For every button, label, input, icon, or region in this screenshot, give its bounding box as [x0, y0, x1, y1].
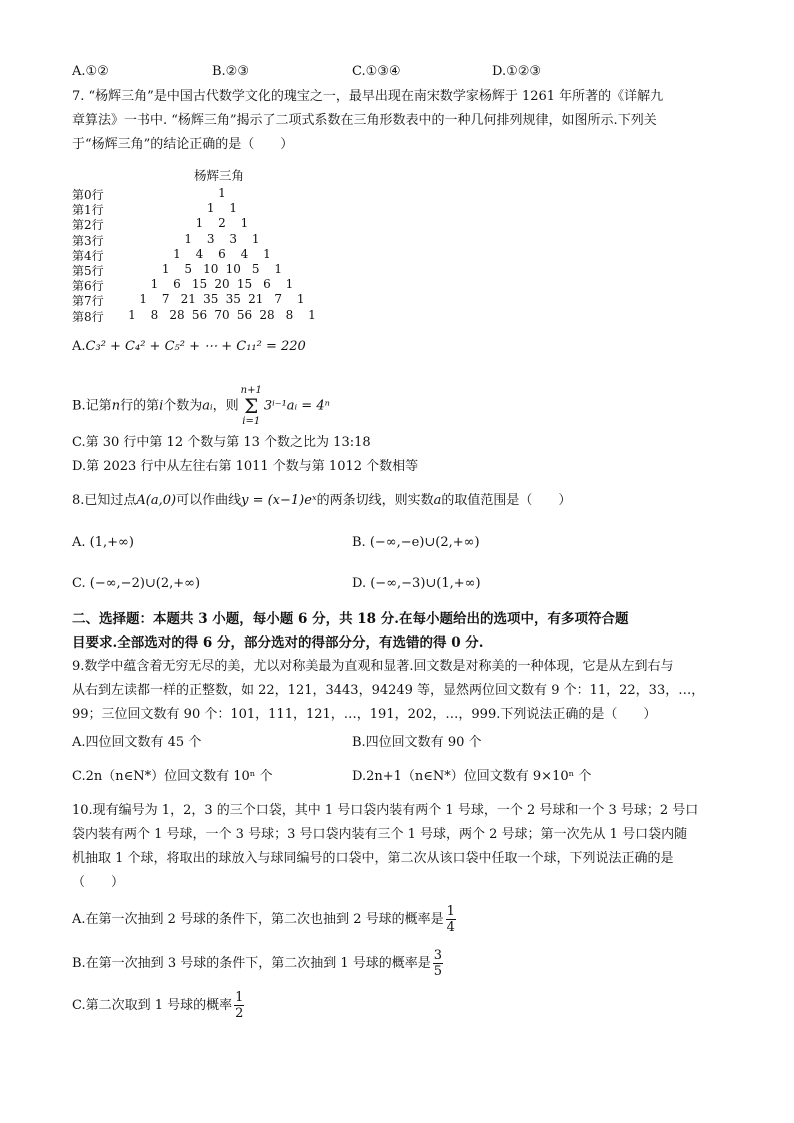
q7-option-a: [72, 336, 306, 358]
fraction-numerator: 1: [235, 990, 244, 1005]
q10-line1: 10.现有编号为 1，2，3 的三个口袋，其中 1 号口袋内装有两个 1 号球，一个 2 号球和一个 3 号球；2 号口: [72, 803, 699, 818]
q6-option-b: B.②③: [212, 64, 249, 79]
q7-option-b-mid1: 行的第: [120, 398, 160, 414]
yanghui-number: 21: [248, 292, 264, 307]
yanghui-number: 1: [128, 307, 136, 322]
yanghui-number: 8: [150, 307, 159, 322]
q6-option-a: A.①②: [72, 64, 109, 79]
q7-option-a-prefix: A.: [72, 339, 86, 354]
yanghui-number: 1: [184, 231, 193, 246]
yanghui-number: 56: [236, 307, 253, 322]
q10-line3: 机抽取 1 个球，将取出的球放入与球同编号的口袋中，第二次从该口袋中任取一个球，下列说法正确的是: [72, 851, 674, 866]
q6-option-d: D.①②③: [492, 64, 542, 79]
yanghui-number: 28: [169, 307, 185, 322]
yanghui-number: 1: [285, 277, 294, 292]
q8-stem-curve: y = (x−1)eˣ: [241, 493, 317, 508]
yanghui-number: 20: [214, 277, 230, 292]
q8-option-b: B. (−∞,−e)∪(2,+∞): [352, 535, 480, 550]
q7-option-c: C.第 30 行中第 12 个数与第 13 个数之比为 13:18: [72, 435, 371, 450]
yanghui-number: 35: [225, 292, 241, 307]
q8-option-d: D. (−∞,−3)∪(1,+∞): [352, 576, 481, 591]
yanghui-number: 7: [274, 292, 283, 307]
q10-option-b-fraction: [433, 948, 443, 979]
yanghui-row-label: 第4行: [72, 248, 104, 263]
q8-stem-var: a: [433, 493, 442, 508]
yanghui-number: 6: [263, 277, 271, 292]
q7-option-d: D.第 2023 行中从左往右第 1011 个数与第 1012 个数相等: [72, 459, 419, 474]
q10-option-c-text: C.第二次取到 1 号球的概率: [72, 998, 233, 1013]
q8-stem: [72, 490, 571, 512]
yanghui-number: 35: [203, 292, 219, 307]
q10-line2: 袋内装有两个 1 号球，一个 3 号球；3 号口袋内装有三个 1 号球，两个 2 号球；第一次先从 1 号口袋内随: [72, 827, 688, 842]
q9-option-d: D.2n+1（n∈N*）位回文数有 9×10ⁿ 个: [352, 769, 592, 784]
summation-symbol: n+1 Σ i=1: [240, 385, 262, 427]
yanghui-number: 10: [203, 262, 219, 276]
yanghui-number: 1: [195, 216, 204, 231]
yanghui-row-label: 第5行: [72, 264, 104, 278]
yanghui-number: 4: [195, 246, 204, 261]
yanghui-title: 杨辉三角: [194, 168, 245, 183]
yanghui-number: 8: [285, 307, 294, 322]
yanghui-number: 15: [191, 277, 208, 292]
q7-stem-line3: 于“杨辉三角”的结论正确的是（ ）: [72, 137, 294, 152]
q9-option-c: C.2n（n∈N*）位回文数有 10ⁿ 个: [72, 769, 273, 784]
q9-line2: 从右到左读都一样的正整数，如 22，121，3443，94249 等，显然两位回文数有 9 个：11，22，33，…，: [72, 683, 705, 698]
q7-option-b: [72, 385, 330, 427]
yanghui-number: 3: [206, 231, 215, 246]
q10-option-a-fraction: [446, 904, 456, 935]
q10-option-a: [72, 904, 456, 935]
yanghui-number: 28: [259, 307, 275, 322]
yanghui-number: 2: [218, 216, 226, 231]
q7-option-b-then: ，则: [212, 398, 239, 414]
yanghui-number: 21: [180, 292, 196, 307]
yanghui-number: 5: [184, 262, 193, 276]
yanghui-number: 56: [191, 307, 208, 322]
yanghui-number: 1: [161, 262, 170, 276]
q9-line3: 99；三位回文数有 90 个：101，111，121，…，191，202，…，999.下列说法正确的是（ ）: [72, 707, 657, 722]
q7-option-b-mid2: 个数为: [163, 398, 203, 414]
q10-option-c-fraction: [234, 990, 244, 1021]
yanghui-row-label: 第7行: [72, 294, 104, 309]
q8-stem-mid: 可以作曲线: [176, 493, 242, 508]
yanghui-number: 1: [218, 186, 226, 200]
q7-option-b-a: aᵢ: [202, 398, 213, 414]
yanghui-row-label: 第8行: [72, 309, 104, 324]
yanghui-number: 1: [308, 307, 316, 322]
q9-option-b: B.四位回文数有 90 个: [352, 735, 482, 750]
q8-stem-prefix: 8.已知过点: [72, 493, 137, 508]
yanghui-row-label: 第0行: [72, 188, 104, 202]
yanghui-number: 1: [251, 231, 260, 246]
q7-option-b-expr: 3ⁱ⁻¹aᵢ = 4ⁿ: [263, 398, 330, 414]
q10-line4: （ ）: [72, 875, 125, 890]
fraction-numerator: 1: [446, 904, 455, 919]
q8-option-a: A. (1,+∞): [72, 535, 134, 550]
yanghui-number: 1: [229, 201, 238, 216]
sum-upper-limit: n+1: [240, 385, 262, 396]
fraction-denominator: 2: [235, 1006, 244, 1021]
fraction-denominator: 5: [433, 964, 443, 979]
q10-option-a-text: A.在第一次抽到 2 号球的条件下，第二次也抽到 2 号球的概率是: [72, 912, 444, 927]
section2-heading-line2: 目要求.全部选对的得 6 分，部分选对的得部分分，有选错的得 0 分.: [72, 635, 484, 651]
q7-option-a-math: C₃² + C₄² + C₅² + ⋯ + C₁₁² = 220: [85, 339, 306, 354]
fraction-numerator: 3: [433, 948, 443, 963]
q6-option-c: C.①③④: [352, 64, 401, 79]
q10-option-b: [72, 948, 443, 979]
yanghui-number: 70: [214, 307, 230, 322]
q9-option-a: A.四位回文数有 45 个: [72, 735, 202, 750]
q10-option-b-text: B.在第一次抽到 3 号球的条件下，第二次抽到 1 号球的概率是: [72, 956, 431, 971]
yanghui-number: 15: [236, 277, 253, 292]
yanghui-number: 10: [225, 262, 241, 276]
q8-stem-suffix: 的两条切线，则实数: [316, 493, 434, 508]
yanghui-number: 5: [251, 262, 260, 276]
q8-option-c: C. (−∞,−2)∪(2,+∞): [72, 576, 201, 591]
section2-heading-line1: 二、选择题：本题共 3 小题，每小题 6 分，共 18 分.在每小题给出的选项中，有多项符合题: [72, 611, 629, 627]
yanghui-number: 1: [173, 246, 181, 261]
yanghui-number: 4: [240, 246, 249, 261]
sum-lower-limit: i=1: [242, 416, 261, 427]
yanghui-number: 1: [139, 292, 148, 307]
yanghui-number: 6: [218, 246, 226, 261]
yanghui-number: 1: [150, 277, 159, 292]
yanghui-row-label: 第3行: [72, 233, 104, 248]
yanghui-number: 1: [240, 216, 249, 231]
q8-stem-end: 的取值范围是（ ）: [441, 493, 572, 508]
yanghui-number: 1: [296, 292, 305, 307]
q7-option-b-n: n: [111, 398, 121, 414]
yanghui-number: 7: [161, 292, 170, 307]
yanghui-number: 1: [206, 201, 215, 216]
yanghui-number: 3: [229, 231, 238, 246]
q9-line1: 9.数学中蕴含着无穷无尽的美，尤以对称美最为直观和显著.回文数是对称美的一种体现，它是从左到右与: [72, 659, 674, 674]
yanghui-row-label: 第2行: [72, 218, 104, 233]
yanghui-number: 1: [274, 262, 283, 276]
q7-stem-line1: 7. “杨辉三角”是中国古代数学文化的瑰宝之一，最早出现在南宋数学家杨辉于 1261 年所著的《详解九: [72, 89, 664, 104]
yanghui-row-label: 第1行: [72, 203, 104, 218]
yanghui-number: 6: [173, 277, 181, 292]
yanghui-number: 1: [263, 246, 271, 261]
q7-option-b-i: i: [159, 398, 164, 414]
q7-stem-line2: 章算法》一书中. “杨辉三角”揭示了二项式系数在三角形数表中的一种几何排列规律，如图所示.下列关: [72, 113, 657, 128]
q8-stem-point: A(a,0): [136, 493, 177, 508]
q10-option-c: [72, 990, 244, 1021]
fraction-denominator: 4: [446, 920, 455, 935]
yanghui-row-label: 第6行: [72, 279, 104, 294]
q7-option-b-prefix: B.记第: [72, 398, 112, 414]
